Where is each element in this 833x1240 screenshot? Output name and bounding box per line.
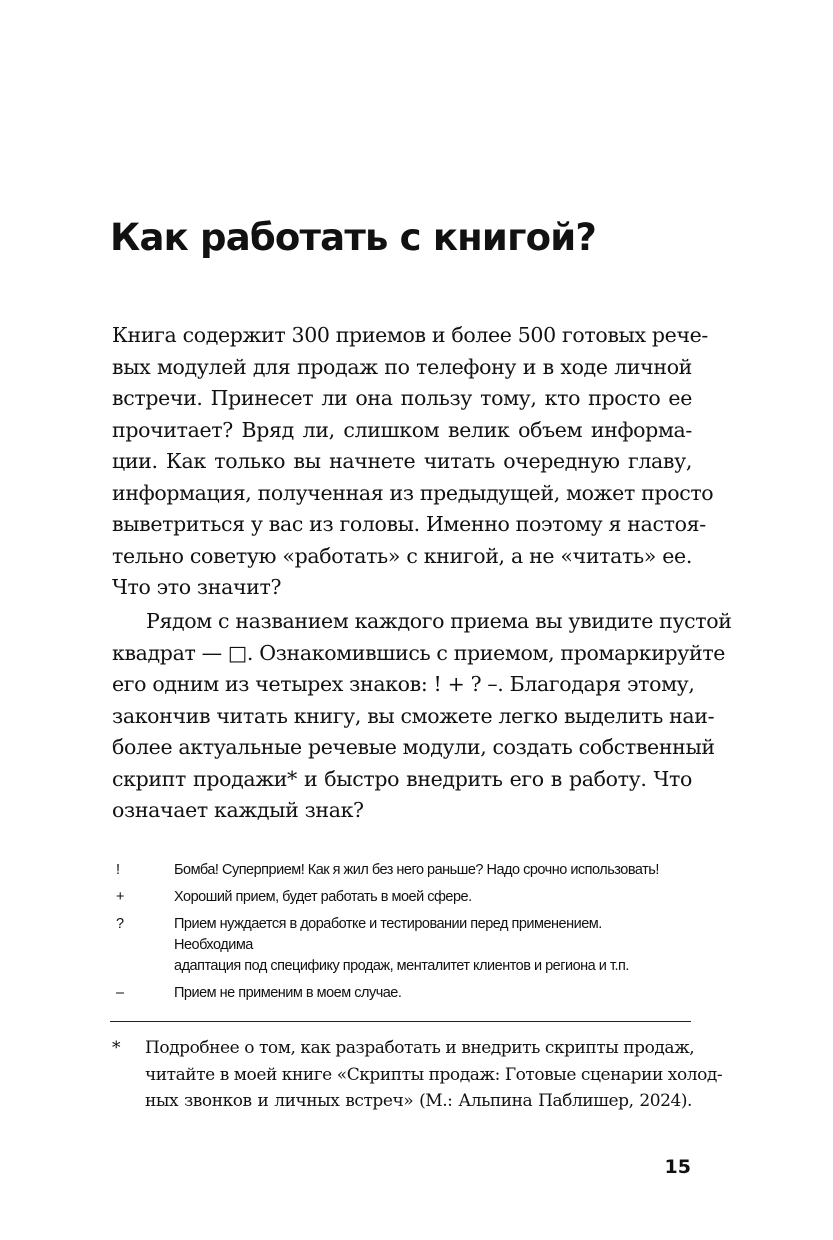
legend-description (174, 983, 672, 1004)
legend-symbol: + (116, 889, 124, 905)
legend-symbol: ? (116, 916, 124, 932)
legend-line: Прием нуждается в доработке и тестировании перед применением. Необходима (174, 916, 602, 953)
footnote-line: Подробнее о том, как разработать и внедрить скрипты продаж, (145, 1038, 695, 1058)
paragraph-marking (112, 606, 732, 827)
page-title: Как работать с книгой? (110, 216, 597, 259)
legend-description (174, 887, 672, 908)
legend-item-plus (112, 887, 672, 908)
footnote (112, 1035, 723, 1115)
text-line: более актуальные речевые модули, создать собственный (112, 735, 715, 759)
legend-line: адаптация под специфику продаж, менталитет клиентов и региона и т.п. (174, 958, 629, 974)
text-line: закончив читать книгу, вы сможете легко выделить наи- (112, 703, 715, 728)
legend-line: Бомба! Суперприем! Как я жил без него раньше? Надо срочно использовать! (174, 862, 659, 878)
text-line: информация, полученная из предыдущей, может просто (112, 480, 714, 505)
text-line: квадрат — □. Ознакомившись с приемом, промаркируйте (112, 640, 726, 665)
footnote-line: читайте в моей книге «Скрипты продаж: Готовые сценарии холод- (145, 1064, 723, 1085)
legend-line: Хороший прием, будет работать в моей сфере. (174, 889, 472, 905)
text-line: скрипт продажи* и быстро внедрить его в работу. Что (112, 766, 692, 791)
text-line: его одним из четырех знаков: ! + ? –. Благодаря этому, (112, 672, 695, 696)
text-line: встречи. Принесет ли она пользу тому, кто просто ее (112, 386, 692, 410)
text-line: Рядом с названием каждого приема вы увидите пустой (146, 609, 732, 633)
footnote-line: ных звонков и личных встреч» (М.: Альпина Паблишер, 2024). (145, 1091, 692, 1111)
text-line: выветриться у вас из головы. Именно поэтому я настоя- (112, 512, 706, 536)
text-line: Что это значит? (112, 575, 282, 599)
legend-item-exclamation (112, 860, 672, 881)
footnote-mark: * (112, 1038, 121, 1058)
paragraph-intro (112, 320, 714, 604)
text-line: ции. Как только вы начнете читать очередную главу, (112, 449, 692, 473)
legend-symbol: – (116, 985, 124, 1001)
legend-symbol: ! (116, 862, 120, 878)
legend-line: Прием не применим в моем случае. (174, 985, 402, 1001)
page-number: 15 (664, 1156, 691, 1178)
text-line: вых модулей для продаж по телефону и в ходе личной (112, 354, 692, 379)
footnote-text (145, 1035, 723, 1115)
marks-legend (112, 860, 672, 1010)
footnote-divider (110, 1021, 691, 1022)
text-line: Книга содержит 300 приемов и более 500 готовых рече- (112, 323, 708, 347)
legend-item-minus (112, 983, 672, 1004)
text-line: означает каждый знак? (112, 798, 364, 822)
legend-description (174, 914, 672, 977)
legend-description (174, 860, 672, 881)
legend-item-question (112, 914, 672, 977)
text-line: прочитает? Вряд ли, слишком велик объем информа- (112, 417, 692, 442)
text-line: тельно советую «работать» с книгой, а не «читать» ее. (112, 543, 692, 568)
